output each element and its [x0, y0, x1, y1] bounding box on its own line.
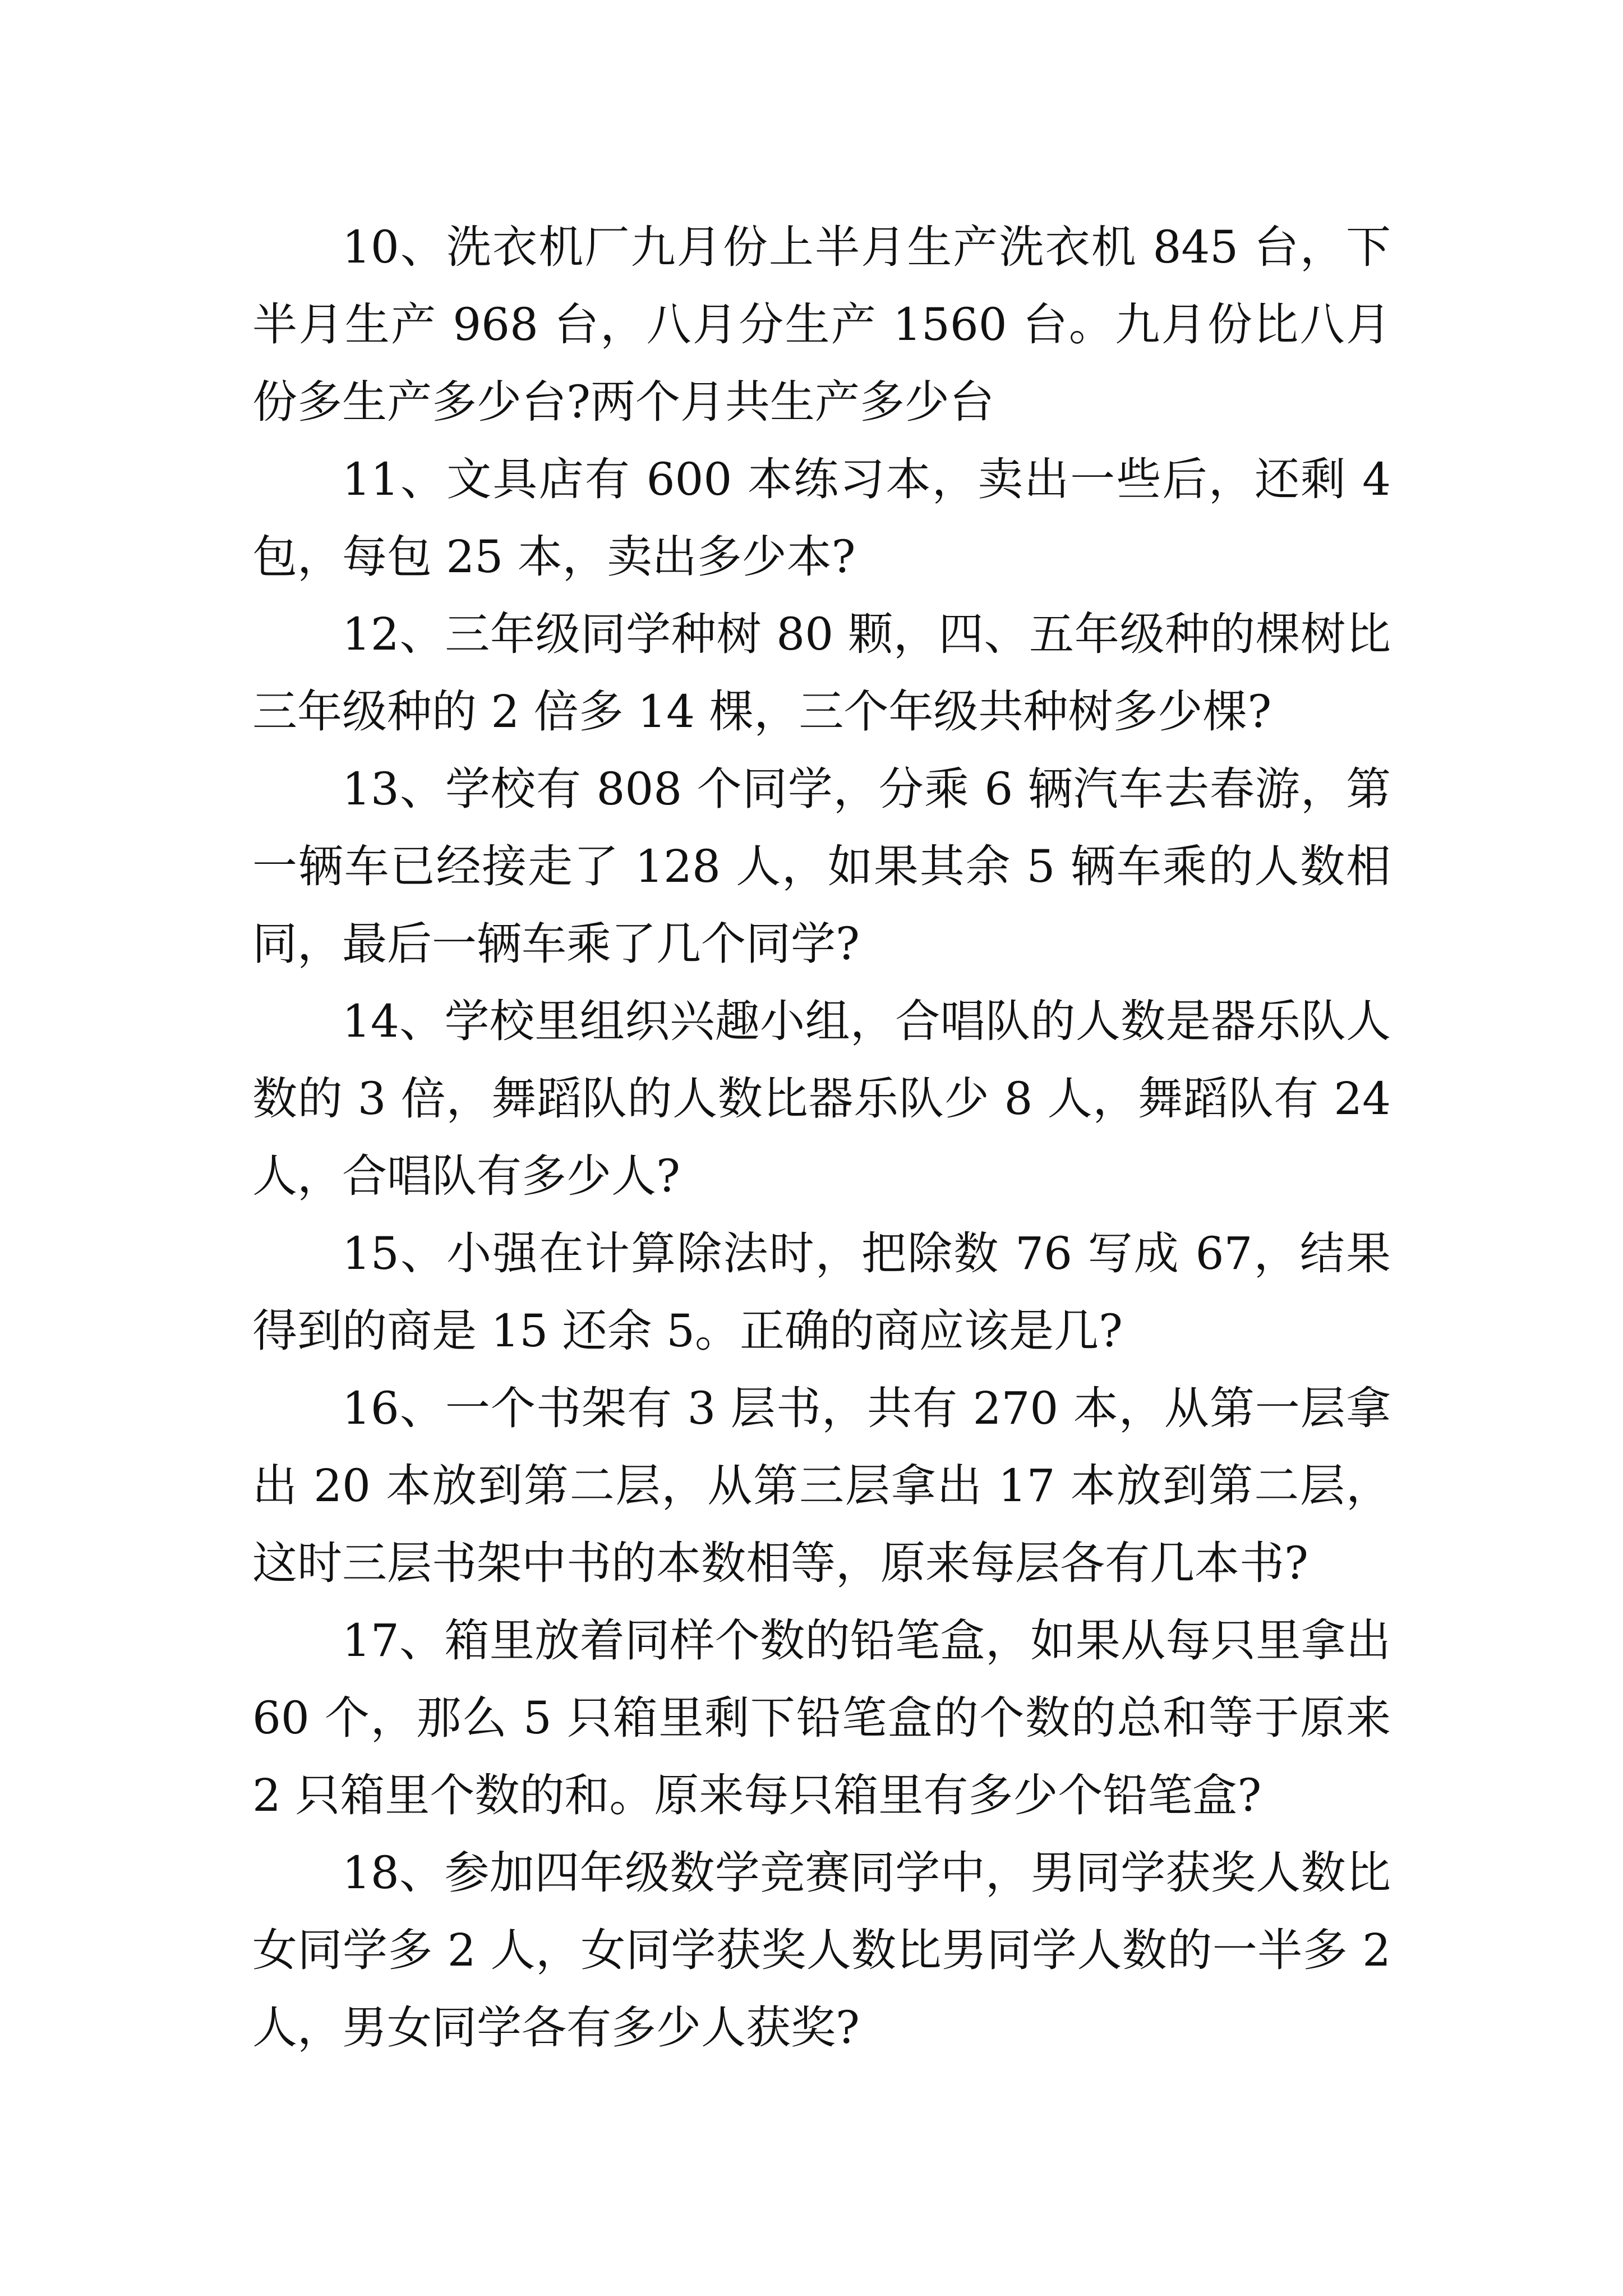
problem-11: 11、文具店有 600 本练习本，卖出一些后，还剩 4 包，每包 25 本，卖出多少本?	[252, 453, 1391, 583]
problem-17: 17、箱里放着同样个数的铅笔盒，如果从每只里拿出 60 个，那么 5 只箱里剩下铅笔盒的个数的总和等于原来 2 只箱里个数的和。原来每只箱里有多少个铅笔盒?	[252, 1614, 1391, 1821]
problem-10: 10、洗衣机厂九月份上半月生产洗衣机 845 台，下半月生产 968 台，八月分生产 1560 台。九月份比八月份多生产多少台?两个月共生产多少台	[252, 221, 1391, 428]
problem-14: 14、学校里组织兴趣小组，合唱队的人数是器乐队人数的 3 倍，舞蹈队的人数比器乐队少 8 人，舞蹈队有 24 人，合唱队有多少人?	[252, 995, 1391, 1202]
problem-list	[252, 209, 1391, 2067]
problem-18: 18、参加四年级数学竞赛同学中，男同学获奖人数比女同学多 2 人，女同学获奖人数比男同学人数的一半多 2 人，男女同学各有多少人获奖?	[252, 1847, 1391, 2054]
problem-13: 13、学校有 808 个同学，分乘 6 辆汽车去春游，第一辆车已经接走了 128 人，如果其余 5 辆车乘的人数相同，最后一辆车乘了几个同学?	[252, 763, 1391, 970]
problem-16: 16、一个书架有 3 层书，共有 270 本，从第一层拿出 20 本放到第二层，从第三层拿出 17 本放到第二层，这时三层书架中书的本数相等，原来每层各有几本书?	[252, 1382, 1391, 1589]
problem-12: 12、三年级同学种树 80 颗，四、五年级种的棵树比三年级种的 2 倍多 14 棵，三个年级共种树多少棵?	[252, 608, 1391, 738]
problem-15: 15、小强在计算除法时，把除数 76 写成 67，结果得到的商是 15 还余 5。正确的商应该是几?	[252, 1227, 1391, 1357]
